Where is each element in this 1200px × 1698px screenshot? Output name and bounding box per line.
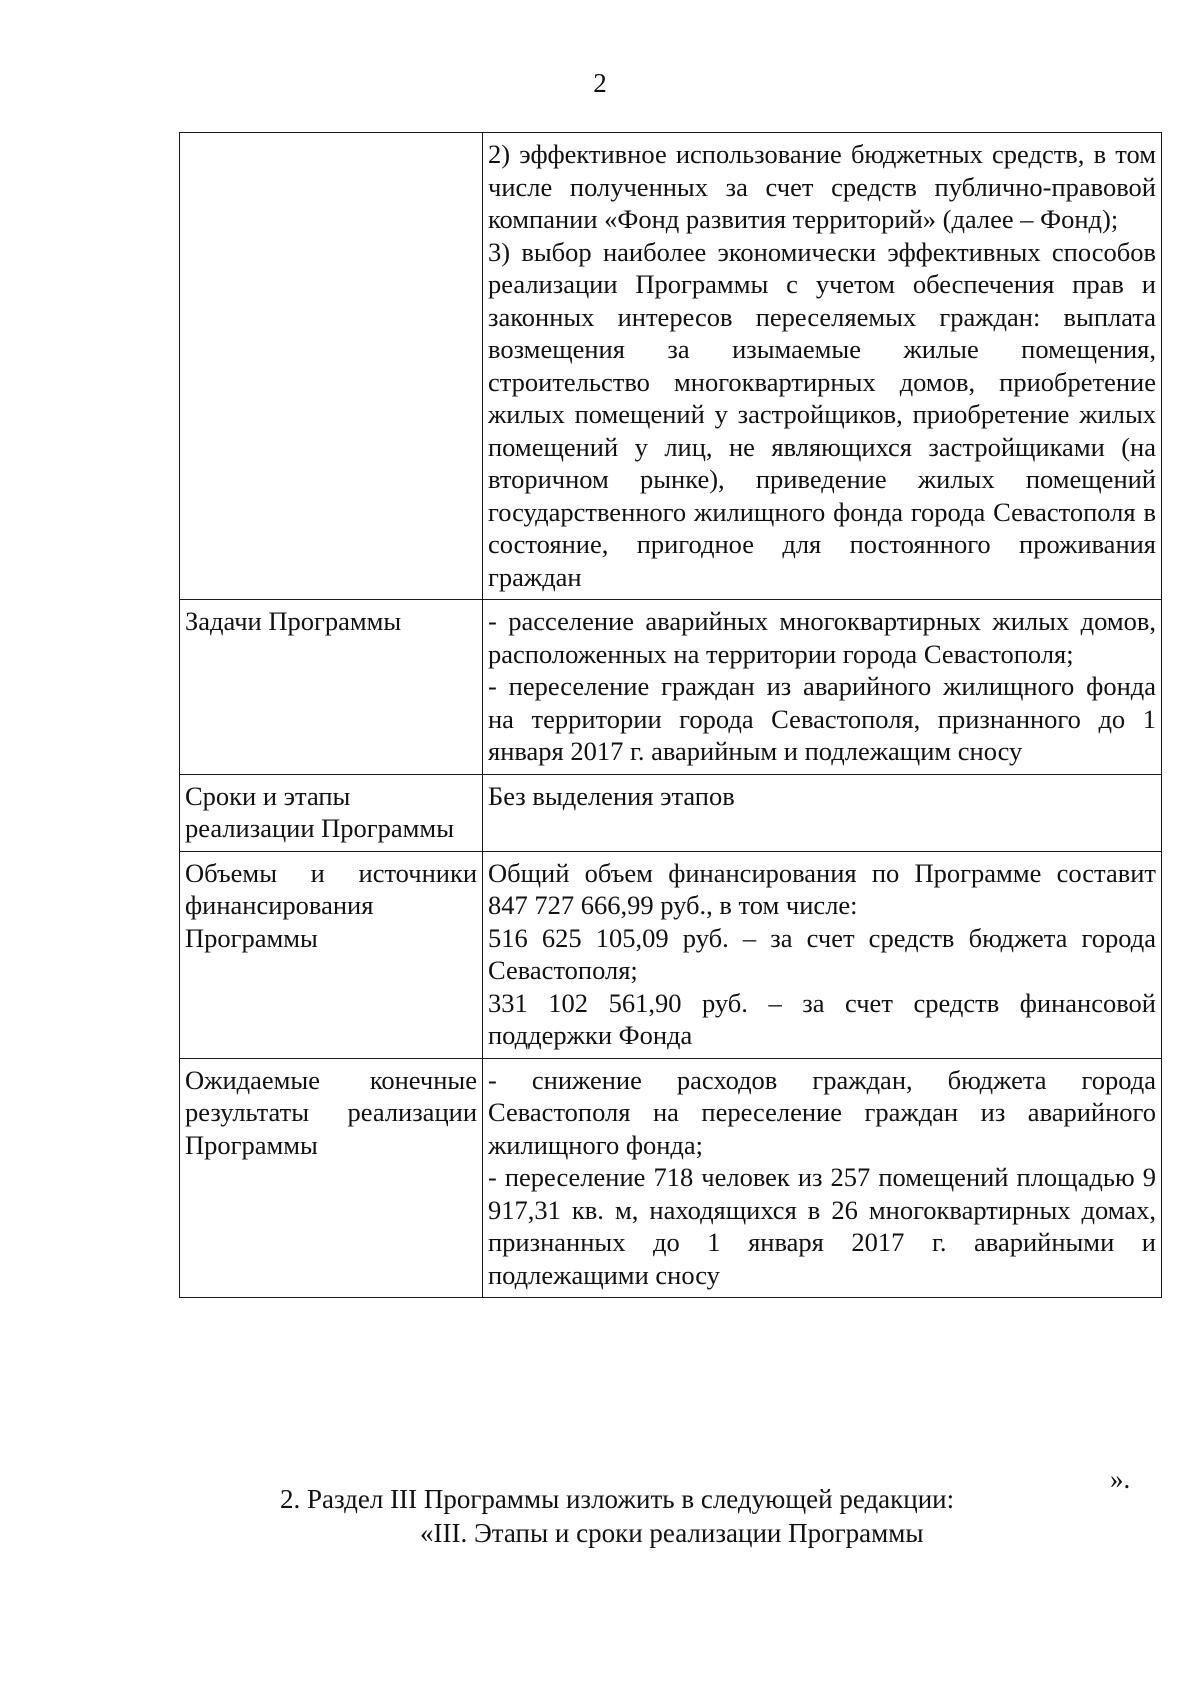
row-label: Задачи Программы	[180, 600, 483, 775]
row-content	[483, 851, 1162, 1058]
content-paragraph: 2) эффективное использование бюджетных средств, в том числе полученных за счет средств публично-правовой компании «Фонд развития территорий» (далее – Фонд);	[488, 139, 1156, 234]
section-heading: «III. Этапы и сроки реализации Программы	[420, 1518, 924, 1548]
content-paragraph: 331 102 561,90 руб. – за счет средств финансовой поддержки Фонда	[488, 987, 1156, 1050]
content-paragraph: - переселение 718 человек из 257 помещений площадью 9 917,31 кв. м, находящихся в 26 многоквартирных домах, признанных до 1 января 2017 г. аварийными и подлежащими сносу	[488, 1162, 1156, 1290]
row-content	[483, 774, 1162, 851]
table-row	[180, 133, 1162, 600]
program-passport-table	[179, 132, 1162, 1298]
page-number: 2	[593, 68, 607, 98]
row-content	[483, 1058, 1162, 1298]
table-row	[180, 1058, 1162, 1298]
row-content	[483, 133, 1162, 600]
content-paragraph: Без выделения этапов	[488, 780, 735, 811]
content-paragraph: - снижение расходов граждан, бюджета города Севастополя на переселение граждан из аварийного жилищного фонда;	[488, 1064, 1156, 1160]
row-label: Сроки и этапы реализации Программы	[180, 774, 483, 851]
row-label	[180, 133, 483, 600]
content-paragraph: 516 625 105,09 руб. – за счет средств бюджета города Севастополя;	[488, 922, 1156, 985]
row-content	[483, 600, 1162, 775]
closing-quote-mark: ».	[1110, 1464, 1131, 1494]
row-label: Объемы и источники финансирования Программы	[180, 851, 483, 1058]
content-paragraph: 3) выбор наиболее экономически эффективных способов реализации Программы с учетом обеспечения прав и законных интересов переселяемых граждан: выплата возмещения за изымаемые жилые помещения, строительство многоквартирных домов, приобретение жилых помещений у застройщиков, приобретение жилых помещений у лиц, не являющихся застройщиками (на вторичном рынке), приведение жилых помещений государственного жилищного фонда города Севастополя в состояние, пригодное для постоянного проживания граждан	[488, 236, 1156, 592]
table-row	[180, 774, 1162, 851]
content-paragraph: - переселение граждан из аварийного жилищного фонда на территории города Севастополя, признанного до 1 января 2017 г. аварийным и подлежащим сносу	[488, 671, 1156, 766]
content-paragraph: - расселение аварийных многоквартирных жилых домов, расположенных на территории города Севастополя;	[488, 606, 1156, 669]
table-row	[180, 600, 1162, 775]
amendment-paragraph: 2. Раздел III Программы изложить в следующей редакции:	[280, 1484, 955, 1514]
content-paragraph: Общий объем финансирования по Программе составит 847 727 666,99 руб., в том числе:	[488, 857, 1156, 920]
table-row	[180, 851, 1162, 1058]
row-label: Ожидаемые конечные результаты реализации Программы	[180, 1058, 483, 1298]
